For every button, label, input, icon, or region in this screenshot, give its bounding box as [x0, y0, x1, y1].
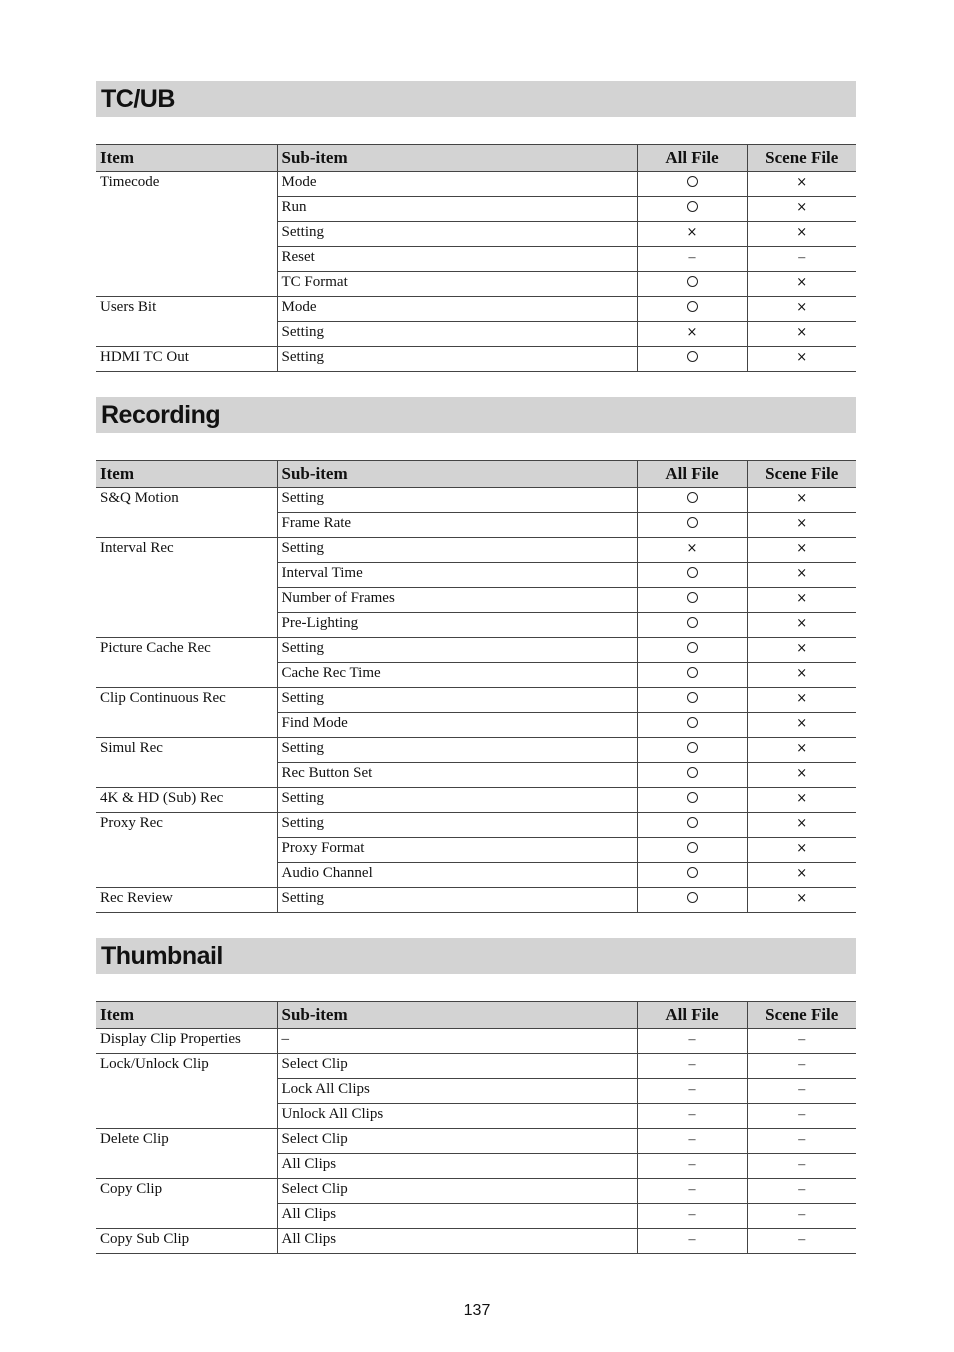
cross-mark: × [796, 741, 808, 756]
dash-cell [747, 1179, 856, 1204]
sub-item-cell: Select Clip [277, 1179, 637, 1204]
circle-icon [637, 688, 747, 713]
cross-mark: × [796, 666, 808, 681]
circle-icon [637, 613, 747, 638]
header-scene-file: Scene File [747, 1002, 856, 1029]
dash-mark: – [688, 1232, 696, 1247]
sub-item-cell: Find Mode [277, 713, 637, 738]
header-item: Item [96, 461, 277, 488]
header-sub-item: Sub-item [277, 1002, 637, 1029]
item-cell: Clip Continuous Rec [96, 688, 277, 738]
header-scene-file: Scene File [747, 145, 856, 172]
cross-mark: × [796, 275, 808, 290]
sub-item-cell: Setting [277, 488, 637, 513]
table-row [96, 1179, 856, 1204]
dash-cell [747, 1079, 856, 1104]
table-header-row [96, 1002, 856, 1029]
circle-icon [687, 642, 698, 653]
circle-icon [687, 201, 698, 212]
sub-item-cell: Lock All Clips [277, 1079, 637, 1104]
dash-cell [637, 1179, 747, 1204]
cross-cell [747, 688, 856, 713]
dash-cell [637, 1204, 747, 1229]
section-title: TC/UB [96, 81, 856, 117]
dash-mark: – [798, 1132, 806, 1147]
table-row [96, 638, 856, 663]
cross-mark: × [796, 225, 808, 240]
table-row [96, 888, 856, 913]
dash-mark: – [798, 1082, 806, 1097]
circle-icon [637, 788, 747, 813]
circle-icon [637, 272, 747, 297]
cross-cell [747, 813, 856, 838]
dash-mark: – [688, 1057, 696, 1072]
item-cell: Display Clip Properties [96, 1029, 277, 1054]
cross-cell [747, 788, 856, 813]
settings-table [96, 460, 856, 913]
circle-icon [687, 717, 698, 728]
table-header-row [96, 461, 856, 488]
sub-item-cell: Mode [277, 172, 637, 197]
header-all-file: All File [637, 1002, 747, 1029]
item-cell: Proxy Rec [96, 813, 277, 888]
cross-mark: × [796, 791, 808, 806]
section-title: Thumbnail [96, 938, 856, 974]
dash-cell [747, 1129, 856, 1154]
section-tcub [96, 81, 856, 365]
cross-cell [747, 638, 856, 663]
dash-cell [747, 1029, 856, 1054]
cross-mark: × [796, 300, 808, 315]
cross-mark: × [796, 566, 808, 581]
dash-cell [637, 1229, 747, 1254]
cross-mark: × [796, 541, 808, 556]
sub-item-cell: Setting [277, 813, 637, 838]
sub-item-cell: Setting [277, 638, 637, 663]
cross-mark: × [796, 175, 808, 190]
table-row [96, 297, 856, 322]
table-row [96, 1029, 856, 1054]
sub-item-cell: TC Format [277, 272, 637, 297]
cross-cell [747, 663, 856, 688]
circle-icon [687, 867, 698, 878]
sub-item-cell: Run [277, 197, 637, 222]
dash-cell [747, 1154, 856, 1179]
dash-mark: – [798, 250, 806, 265]
circle-icon [637, 763, 747, 788]
cross-mark: × [796, 325, 808, 340]
cross-cell [747, 588, 856, 613]
header-all-file: All File [637, 461, 747, 488]
sub-item-cell: Setting [277, 322, 637, 347]
header-item: Item [96, 145, 277, 172]
cross-mark: × [686, 541, 698, 556]
circle-icon [687, 692, 698, 703]
cross-cell [637, 322, 747, 347]
cross-mark: × [686, 225, 698, 240]
sub-item-cell: Frame Rate [277, 513, 637, 538]
dash-mark: – [798, 1182, 806, 1197]
dash-cell [747, 247, 856, 272]
cross-cell [637, 222, 747, 247]
item-cell: Users Bit [96, 297, 277, 347]
cross-cell [747, 613, 856, 638]
dash-cell [637, 1104, 747, 1129]
cross-cell [747, 563, 856, 588]
sub-item-cell: – [277, 1029, 637, 1054]
table-row [96, 688, 856, 713]
cross-mark: × [796, 766, 808, 781]
item-cell: Interval Rec [96, 538, 277, 638]
cross-cell [747, 222, 856, 247]
cross-cell [747, 738, 856, 763]
circle-icon [637, 563, 747, 588]
circle-icon [637, 197, 747, 222]
sub-item-cell: Setting [277, 222, 637, 247]
circle-icon [637, 738, 747, 763]
item-cell: Lock/Unlock Clip [96, 1054, 277, 1129]
cross-cell [747, 197, 856, 222]
item-cell: S&Q Motion [96, 488, 277, 538]
dash-mark: – [688, 250, 696, 265]
item-cell: Picture Cache Rec [96, 638, 277, 688]
header-sub-item: Sub-item [277, 461, 637, 488]
dash-cell [637, 1029, 747, 1054]
dash-cell [637, 1129, 747, 1154]
table-body [96, 488, 856, 913]
cross-cell [747, 488, 856, 513]
cross-cell [747, 763, 856, 788]
sub-item-cell: Setting [277, 688, 637, 713]
sub-item-cell: Interval Time [277, 563, 637, 588]
cross-mark: × [796, 691, 808, 706]
circle-icon [687, 492, 698, 503]
circle-icon [637, 888, 747, 913]
item-cell: Copy Clip [96, 1179, 277, 1229]
cross-mark: × [796, 200, 808, 215]
sub-item-cell: Reset [277, 247, 637, 272]
item-cell: HDMI TC Out [96, 347, 277, 372]
circle-icon [637, 488, 747, 513]
dash-mark: – [798, 1232, 806, 1247]
circle-icon [637, 513, 747, 538]
circle-icon [687, 276, 698, 287]
circle-icon [687, 667, 698, 678]
circle-icon [637, 838, 747, 863]
table-row [96, 738, 856, 763]
dash-mark: – [688, 1157, 696, 1172]
sub-item-cell: All Clips [277, 1204, 637, 1229]
circle-icon [687, 767, 698, 778]
dash-cell [637, 247, 747, 272]
cross-mark: × [796, 516, 808, 531]
dash-mark: – [688, 1032, 696, 1047]
sub-item-cell: Unlock All Clips [277, 1104, 637, 1129]
cross-cell [747, 838, 856, 863]
dash-cell [747, 1229, 856, 1254]
page-number: 137 [463, 1302, 491, 1319]
circle-icon [687, 176, 698, 187]
sub-item-cell: Select Clip [277, 1129, 637, 1154]
sub-item-cell: Pre-Lighting [277, 613, 637, 638]
table-row [96, 488, 856, 513]
dash-cell [747, 1054, 856, 1079]
cross-cell [747, 513, 856, 538]
sub-item-cell: All Clips [277, 1229, 637, 1254]
settings-table [96, 144, 856, 372]
sub-item-cell: Setting [277, 888, 637, 913]
cross-cell [747, 297, 856, 322]
cross-cell [747, 172, 856, 197]
table-row [96, 172, 856, 197]
section-title: Recording [96, 397, 856, 433]
dash-cell [637, 1079, 747, 1104]
dash-mark: – [688, 1082, 696, 1097]
circle-icon [637, 638, 747, 663]
item-cell: Timecode [96, 172, 277, 297]
header-sub-item: Sub-item [277, 145, 637, 172]
circle-icon [687, 592, 698, 603]
table-row [96, 813, 856, 838]
circle-icon [687, 301, 698, 312]
sub-item-cell: Setting [277, 738, 637, 763]
sub-item-cell: Select Clip [277, 1054, 637, 1079]
dash-mark: – [688, 1207, 696, 1222]
cross-cell [747, 272, 856, 297]
circle-icon [637, 863, 747, 888]
section-recording [96, 397, 856, 906]
cross-cell [747, 538, 856, 563]
circle-icon [637, 713, 747, 738]
cross-mark: × [796, 891, 808, 906]
dash-mark: – [798, 1107, 806, 1122]
cross-cell [747, 713, 856, 738]
dash-cell [637, 1154, 747, 1179]
circle-icon [687, 567, 698, 578]
cross-mark: × [796, 716, 808, 731]
sub-item-cell: Setting [277, 347, 637, 372]
cross-mark: × [796, 616, 808, 631]
sub-item-cell: Proxy Format [277, 838, 637, 863]
dash-mark: – [798, 1157, 806, 1172]
cross-cell [747, 322, 856, 347]
table-row [96, 347, 856, 372]
sub-item-cell: Number of Frames [277, 588, 637, 613]
sub-item-cell: Setting [277, 788, 637, 813]
cross-cell [747, 863, 856, 888]
header-item: Item [96, 1002, 277, 1029]
circle-icon [687, 517, 698, 528]
cross-mark: × [686, 325, 698, 340]
table-row [96, 1229, 856, 1254]
item-cell: 4K & HD (Sub) Rec [96, 788, 277, 813]
table-body [96, 172, 856, 372]
table-header-row [96, 145, 856, 172]
dash-cell [747, 1104, 856, 1129]
cross-mark: × [796, 591, 808, 606]
circle-icon [637, 347, 747, 372]
item-cell: Simul Rec [96, 738, 277, 788]
circle-icon [637, 297, 747, 322]
settings-table [96, 1001, 856, 1254]
header-all-file: All File [637, 145, 747, 172]
item-cell: Rec Review [96, 888, 277, 913]
circle-icon [687, 817, 698, 828]
sub-item-cell: Audio Channel [277, 863, 637, 888]
table-row [96, 538, 856, 563]
dash-mark: – [688, 1182, 696, 1197]
dash-mark: – [798, 1032, 806, 1047]
table-row [96, 788, 856, 813]
circle-icon [637, 588, 747, 613]
dash-cell [637, 1054, 747, 1079]
dash-mark: – [798, 1057, 806, 1072]
sub-item-cell: Rec Button Set [277, 763, 637, 788]
table-row [96, 1129, 856, 1154]
dash-mark: – [798, 1207, 806, 1222]
circle-icon [637, 663, 747, 688]
circle-icon [687, 617, 698, 628]
cross-mark: × [796, 841, 808, 856]
table-body [96, 1029, 856, 1254]
section-thumbnail [96, 938, 856, 1247]
dash-mark: – [688, 1132, 696, 1147]
circle-icon [687, 792, 698, 803]
cross-cell [747, 347, 856, 372]
circle-icon [637, 813, 747, 838]
circle-icon [687, 742, 698, 753]
dash-cell [747, 1204, 856, 1229]
circle-icon [687, 842, 698, 853]
dash-mark: – [688, 1107, 696, 1122]
item-cell: Copy Sub Clip [96, 1229, 277, 1254]
cross-cell [637, 538, 747, 563]
circle-icon [687, 892, 698, 903]
cross-mark: × [796, 866, 808, 881]
sub-item-cell: All Clips [277, 1154, 637, 1179]
cross-mark: × [796, 350, 808, 365]
circle-icon [687, 351, 698, 362]
sub-item-cell: Setting [277, 538, 637, 563]
cross-mark: × [796, 816, 808, 831]
cross-mark: × [796, 491, 808, 506]
cross-cell [747, 888, 856, 913]
sub-item-cell: Cache Rec Time [277, 663, 637, 688]
sub-item-cell: Mode [277, 297, 637, 322]
item-cell: Delete Clip [96, 1129, 277, 1179]
header-scene-file: Scene File [747, 461, 856, 488]
cross-mark: × [796, 641, 808, 656]
circle-icon [637, 172, 747, 197]
table-row [96, 1054, 856, 1079]
